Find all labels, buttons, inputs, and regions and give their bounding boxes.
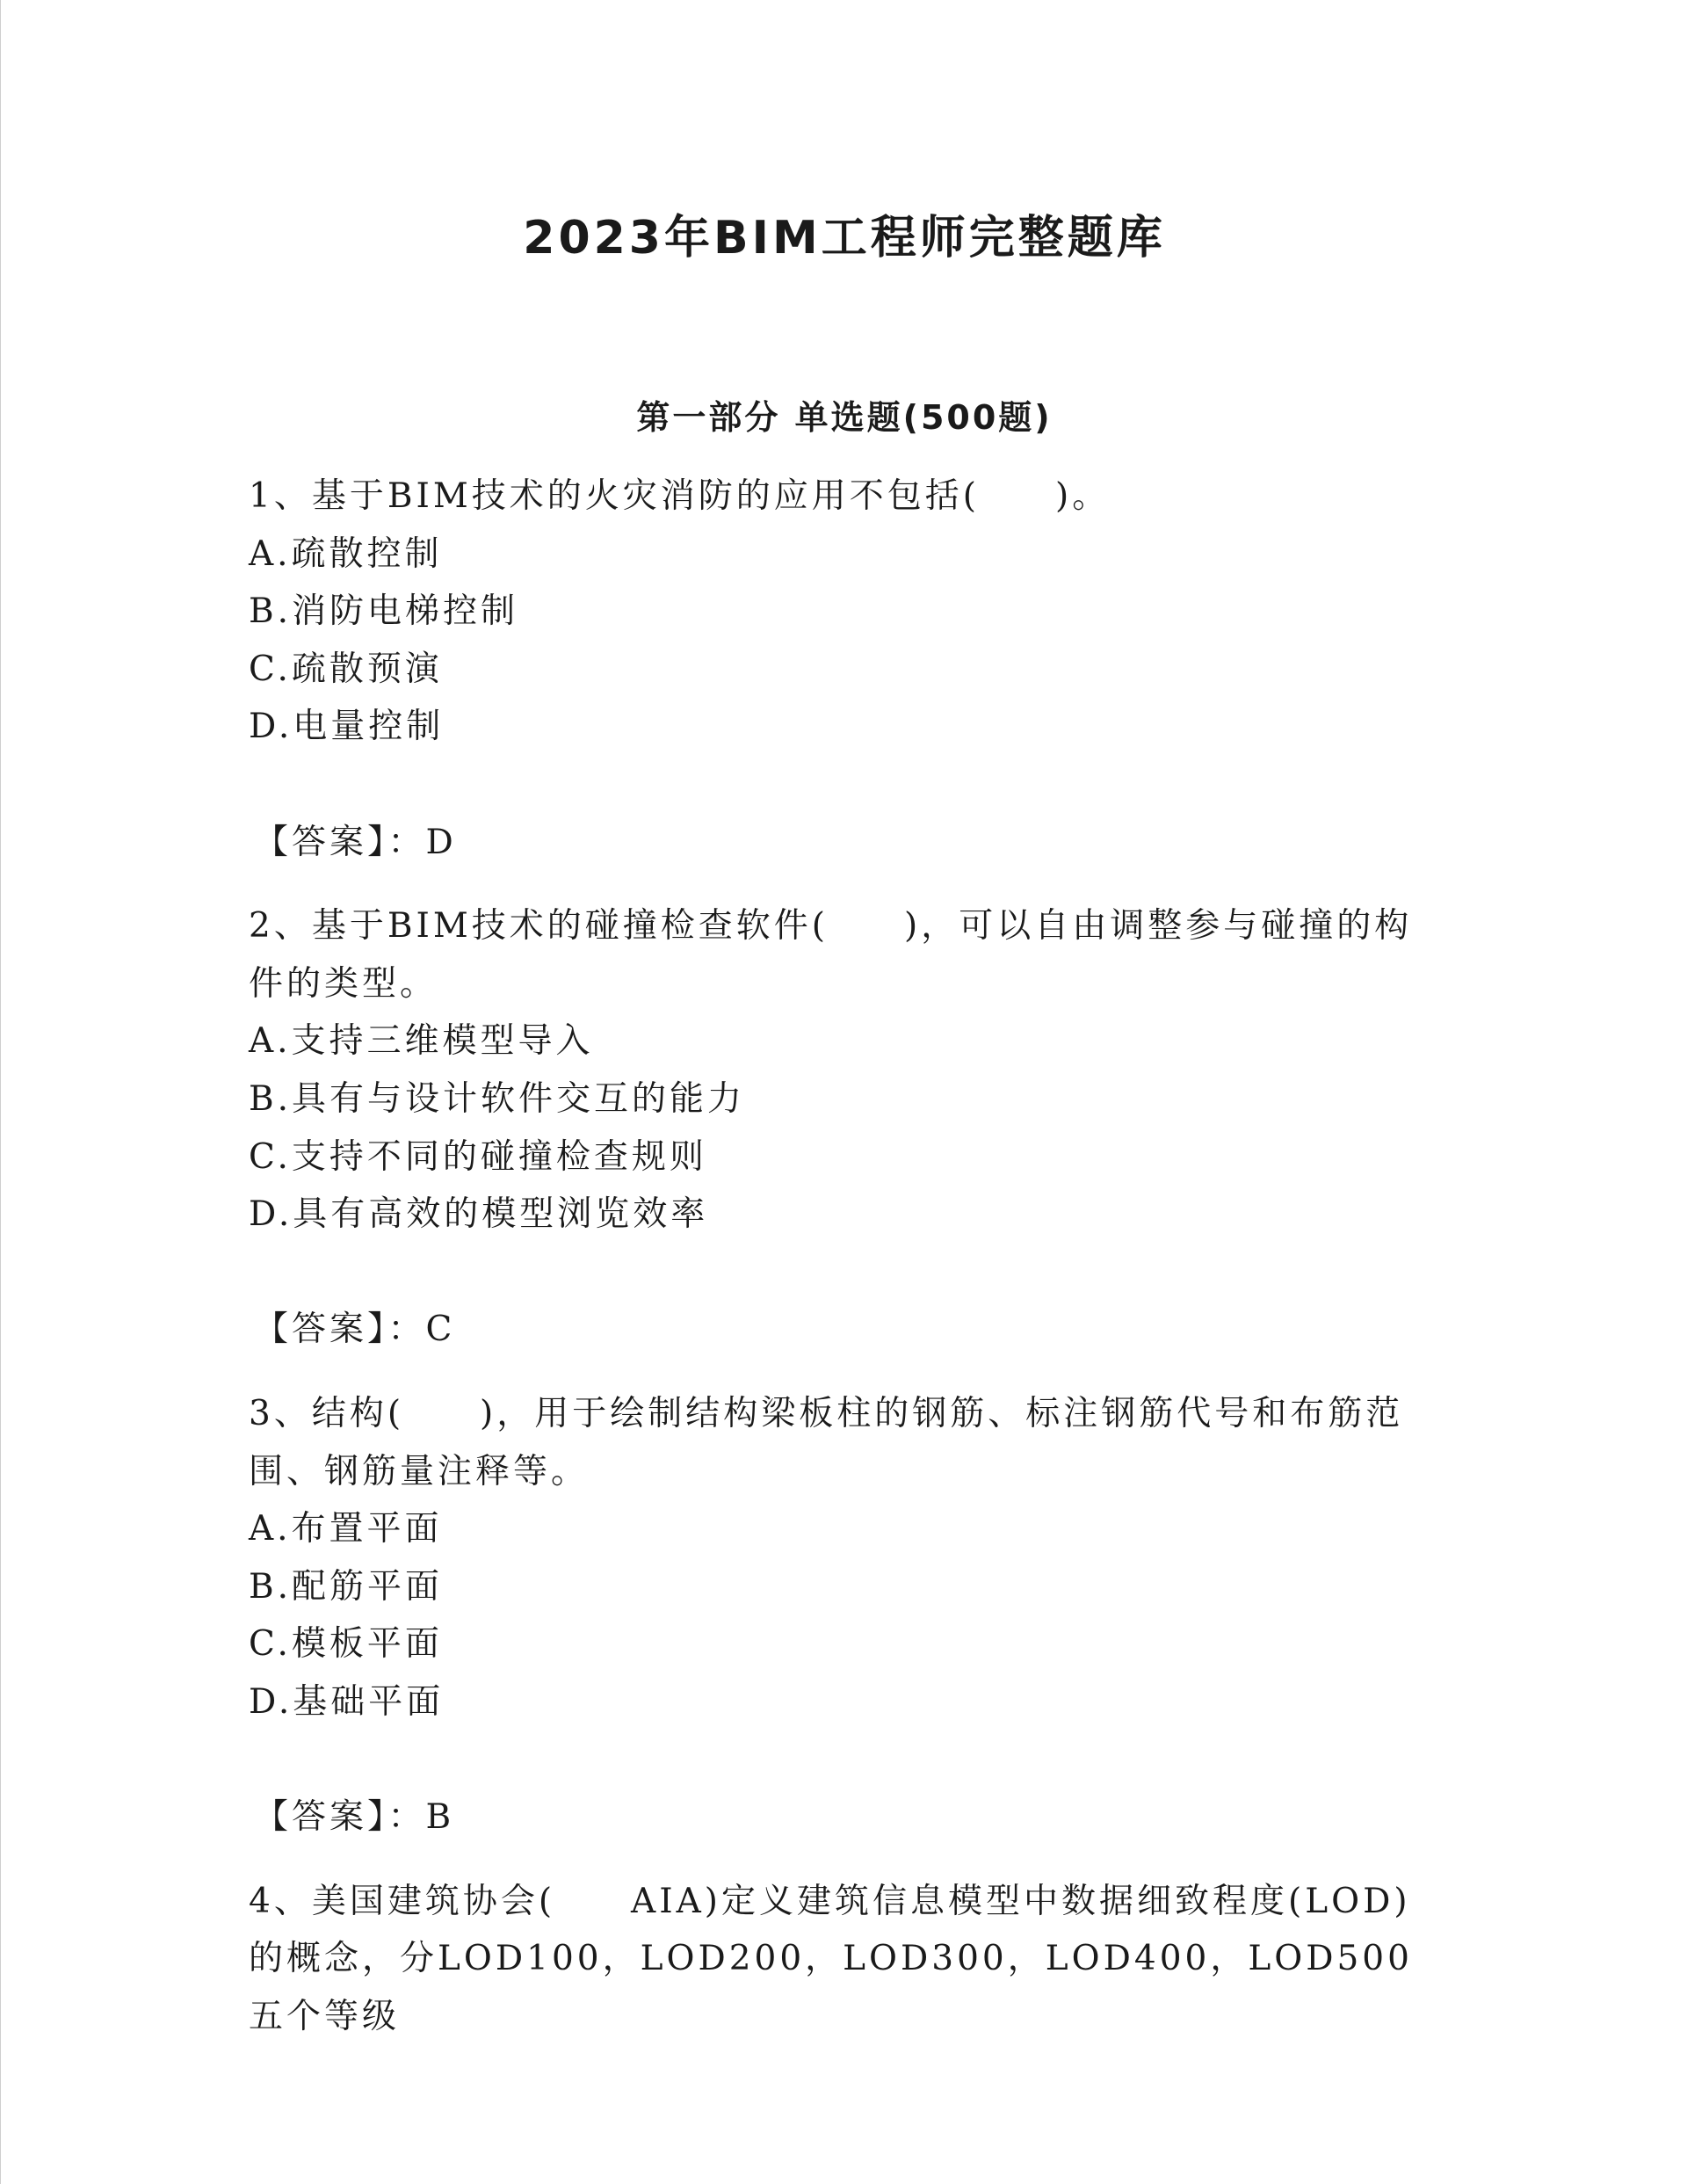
option-b: B.消防电梯控制 bbox=[249, 591, 519, 632]
answer-label: 【答案】： bbox=[254, 1310, 426, 1350]
option-c: C.支持不同的碰撞检查规则 bbox=[249, 1136, 707, 1177]
answer-line bbox=[254, 814, 1426, 872]
question-stem: 4、美国建筑协会( AIA)定义建筑信息模型中数据细致程度(LOD)的概念，分LOD100，LOD200，LOD300，LOD400，LOD500五个等级 bbox=[249, 1881, 1413, 2036]
answer-label: 【答案】： bbox=[254, 1797, 426, 1838]
option-d: D.具有高效的模型浏览效率 bbox=[249, 1194, 709, 1235]
answer-value: B bbox=[425, 1797, 455, 1838]
option-b: B.具有与设计软件交互的能力 bbox=[249, 1078, 746, 1119]
question-item bbox=[249, 897, 1426, 1359]
section-title: 第一部分 单选题(500题) bbox=[636, 398, 1053, 437]
option-a: A.疏散控制 bbox=[249, 533, 443, 574]
option-c: C.模板平面 bbox=[249, 1624, 443, 1665]
answer-line bbox=[254, 1789, 1426, 1847]
question-item bbox=[249, 1873, 1426, 2046]
question-item bbox=[249, 468, 1426, 871]
answer-label: 【答案】： bbox=[254, 822, 426, 862]
answer-value: D bbox=[425, 822, 457, 862]
option-a: A.支持三维模型导入 bbox=[249, 1021, 594, 1062]
question-stem: 3、结构( )，用于绘制结构梁板柱的钢筋、标注钢筋代号和布筋范围、钢筋量注释等。 bbox=[249, 1393, 1404, 1491]
option-d: D.基础平面 bbox=[249, 1681, 445, 1722]
question-stem: 2、基于BIM技术的碰撞检查软件( )，可以自由调整参与碰撞的构件的类型。 bbox=[249, 906, 1413, 1004]
answer-line bbox=[254, 1301, 1426, 1359]
option-c: C.疏散预演 bbox=[249, 649, 443, 689]
option-b: B.配筋平面 bbox=[249, 1566, 444, 1607]
answer-value: C bbox=[425, 1310, 456, 1350]
option-a: A.布置平面 bbox=[249, 1509, 443, 1549]
question-list bbox=[249, 468, 1426, 2045]
document-title: 2023年BIM工程师完整题库 bbox=[523, 212, 1166, 265]
question-stem: 1、基于BIM技术的火灾消防的应用不包括( )。 bbox=[249, 476, 1111, 516]
option-d: D.电量控制 bbox=[249, 707, 445, 747]
question-item bbox=[249, 1385, 1426, 1847]
